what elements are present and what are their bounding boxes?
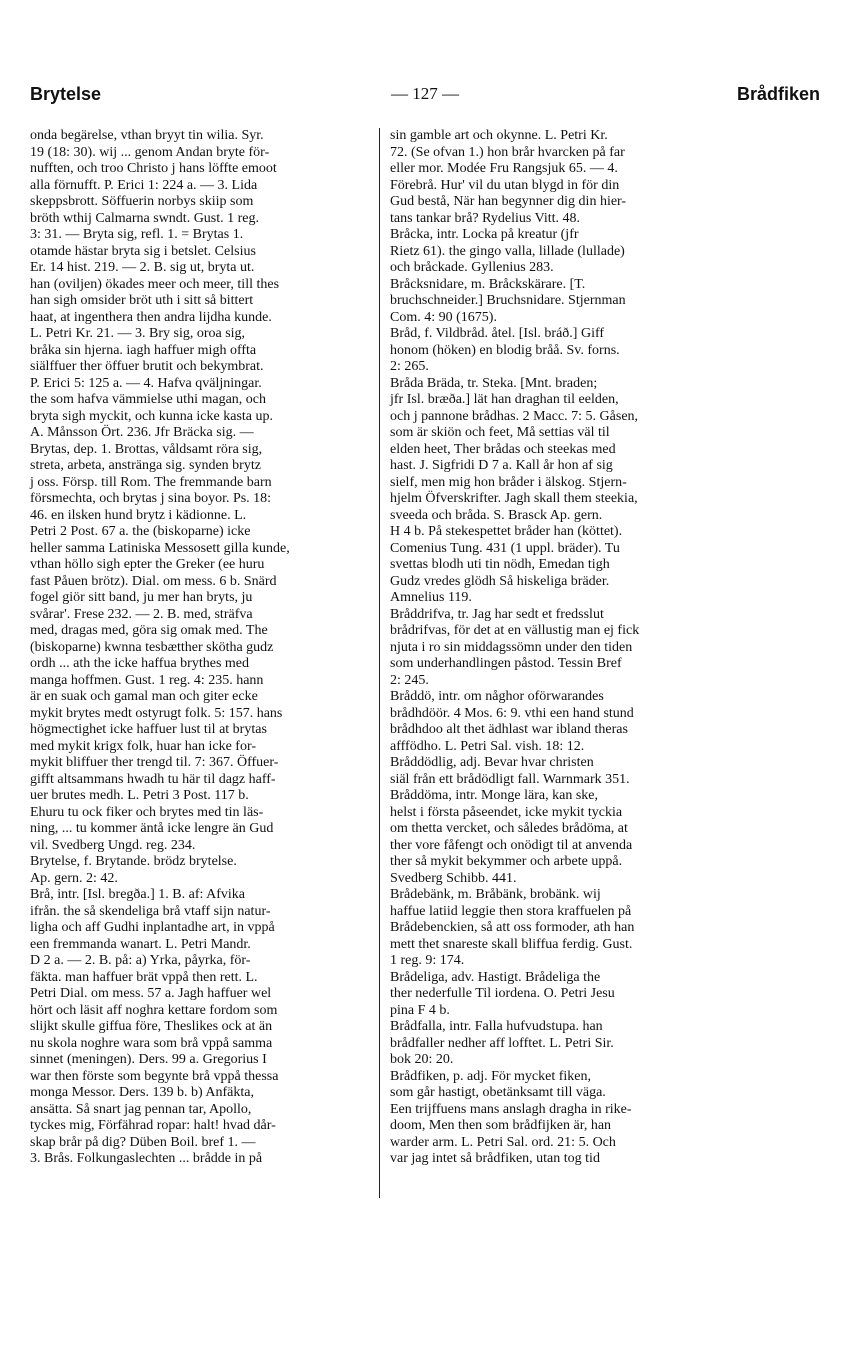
right-column [390,128,750,1168]
text-line: hast. J. Sigfridi D 7 a. Kall år hon af sig [390,458,613,473]
text-line: afffödho. L. Petri Sal. vish. 18: 12. [390,738,585,754]
text-line: och bråckade. Gyllenius 283. [390,260,554,275]
text-line: Bråcksnidare, m. Bråckskärare. [T. [390,276,586,292]
text-line: Com. 4: 90 (1675). [390,309,497,325]
text-line: A. Månsson Ört. 236. Jfr Bräcka sig. — [30,425,254,440]
text-line: Gud bestå, När han begynner dig din hier- [390,194,627,209]
text-line: som underhandlingen påstod. Tessin Bref [390,656,622,671]
text-line: Brå, intr. [Isl. bregða.] 1. B. af: Afvika [30,887,246,902]
text-line: een fremmanda wanart. L. Petri Mandr. [30,936,251,952]
text-line: sveeda och bråda. S. Brasck Ap. gern. [390,507,603,523]
text-line: honom (höken) en blodig bråå. Sv. forns. [390,342,620,358]
text-line: som är skiön och feet, Må settias väl til [390,425,610,440]
text-line: Ehuru tu ock fiker och brytes med tin läs- [30,804,264,820]
text-line: ther så mykit bekymmer och arbete uppå. [390,854,623,869]
text-line: nu skola noghre wara som brå vppå samma [30,1035,273,1051]
text-line: Bråddö, intr. om någhor oförwarandes [390,689,604,704]
text-line: är en suak och gamal man och giter ecke [30,689,258,704]
text-line: manga hoffmen. Gust. 1 reg. 4: 235. hann [30,672,264,688]
text-line: Bråd, f. Vildbråd. åtel. [Isl. bráð.] Giff [390,326,605,341]
text-line: alla förnufft. P. Erici 1: 224 a. — 3. Lida [30,177,258,193]
text-line: Rietz 61). the gingo valla, lillade (lullade) [390,243,625,259]
text-line: brådrifvas, för det at en vällustig man ej fick [390,623,640,638]
text-line: Petri Dial. om mess. 57 a. Jagh haffuer wel [30,986,272,1001]
text-line: 1 reg. 9: 174. [390,953,465,968]
text-line: nufften, och troo Christo j hans löffte emoot [30,161,277,176]
left-column [30,128,370,1168]
text-line: Brådfiken, p. adj. För mycket fiken, [390,1068,592,1084]
text-line: 72. (Se ofvan 1.) hon brår hvarcken på far [390,144,625,160]
text-line: doom, Men then som brådfijken är, han [390,1118,612,1133]
text-line: Gudz vredes glödh Så hiskeliga bräder. [390,573,610,589]
column-divider [379,128,380,1198]
text-line: Bråda Bräda, tr. Steka. [Mnt. braden; [390,375,598,391]
text-line: Brådebenckien, så att oss formoder, ath han [390,920,635,935]
text-line: onda begärelse, vthan bryyt tin wilia. Syr. [30,128,264,143]
text-line: haat, at ingenthera then andra lijdha kunde. [30,309,272,325]
text-line: j oss. Försp. till Rom. The fremmande barn [30,474,272,490]
text-line: ligha och aff Gudhi inplantadhe art, in vppå [30,920,275,935]
text-line: pina F 4 b. [390,1002,450,1018]
text-line: han sigh omsider bröt uth i sitt så bittert [30,293,254,308]
text-line: mett thet snareste skall bliffua ferdig. Gust. [390,936,633,952]
text-line: ansätta. Så snart jag pennan tar, Apollo, [30,1101,252,1117]
text-line: 2: 265. [390,359,429,374]
text-line: Brådfalla, intr. Falla hufvudstupa. han [390,1019,603,1034]
text-line: Petri 2 Post. 67 a. the (biskoparne) icke [30,524,251,539]
text-line: 3. Brås. Folkungaslechten ... brådde in på [30,1151,263,1166]
text-line: monga Messor. Ders. 139 b. b) Anfäkta, [30,1085,254,1100]
text-line: vthan höllo sigh epter the Greker (ee huru [30,557,265,572]
page-number: — 127 — [391,84,459,103]
text-line: mykit bliffuer ther trengd til. 7: 367. Öffuer- [30,755,279,770]
text-line: siälffuer ther öffuer brutit och bekymbrat. [30,359,264,374]
text-line: fast Påuen brötz). Dial. om mess. 6 b. Snärd [30,573,277,589]
text-line: brådfaller nedher aff lofftet. L. Petri Sir. [390,1035,614,1051]
text-line: var jag intet så brådfiken, utan tog tid [390,1151,600,1166]
text-line: Bråddöma, intr. Monge lära, kan ske, [390,788,599,803]
text-line: ther vore fåfengt och onödigt til at anvenda [390,837,633,853]
text-line: Brytelse, f. Brytande. brödz brytelse. [30,854,237,869]
text-line: jfr Isl. bræða.] lät han draghan til eelden, [390,392,619,407]
page-header [30,84,820,108]
text-line: 2: 245. [390,672,429,688]
text-line: Brådebänk, m. Bråbänk, brobänk. wij [390,887,601,902]
text-line: som går hastigt, obetänksamt till väga. [390,1085,606,1100]
text-line: hört och läsit aff noghra kettare fordom som [30,1002,278,1018]
text-line: Förebrå. Hur' vil du utan blygd in för din [390,177,620,193]
text-line: warder arm. L. Petri Sal. ord. 21: 5. Och [390,1134,616,1150]
text-line: Brytas, dep. 1. Brottas, våldsamt röra sig, [30,441,263,457]
text-line: D 2 a. — 2. B. på: a) Yrka, påyrka, för- [30,953,251,968]
text-line: brådhdöör. 4 Mos. 6: 9. vthi een hand stund [390,705,634,721]
text-line: Brådeliga, adv. Hastigt. Brådeliga the [390,969,601,985]
text-line: hjelm Öfverskrifter. Jagh skall them steekia, [390,491,638,506]
text-line: skeppsbrott. Söffuerin norbys skiip som [30,194,254,209]
text-line: med, dragas med, göra sig omak med. The [30,623,268,638]
text-line: sinnet (meningen). Ders. 99 a. Gregorius I [30,1052,267,1067]
running-head-right: Brådfiken [736,84,820,104]
text-line: försmechta, och brytas j sina boyor. Ps. 18: [30,491,272,506]
text-line: 46. en ilsken hund brytz i kädionne. L. [30,507,247,523]
text-line: siäl från ett brådödligt fall. Warnmark 351. [390,771,630,787]
text-line: Een trijffuens mans anslagh dragha in rike- [390,1101,632,1117]
text-line: han (oviljen) ökades meer och meer, till thes [30,276,280,292]
text-line: fäkta. man haffuer brät vppå then rett. L. [30,969,258,985]
text-line: the som hafva vämmielse uthi magan, och [30,392,266,407]
text-line: svårar'. Frese 232. — 2. B. med, sträfva [30,606,253,622]
text-line: war then förste som begynte brå vppå thessa [30,1068,279,1084]
text-line: med mykit krigx folk, huar han icke for- [30,738,256,754]
text-line: Amnelius 119. [390,590,472,605]
text-line: haffue latiid leggie then stora kraffuelen på [390,903,632,919]
text-line: sielf, men mig hon bråder i älskog. Stjern- [390,474,627,490]
text-line: (biskoparne) kwnna tesbætther skötha gudz [30,639,274,655]
text-line: fogel giör sitt band, ju mer han bryts, ju [30,590,253,605]
text-line: P. Erici 5: 125 a. — 4. Hafva qväljningar. [30,375,262,391]
text-line: svettas blodh uti tin nödh, Emedan tigh [390,557,610,572]
text-line: mykit brytes medt ostyrugt folk. 5: 157. hans [30,705,283,721]
text-line: Er. 14 hist. 219. — 2. B. sig ut, bryta ut. [30,260,255,275]
text-line: Comenius Tung. 431 (1 uppl. bräder). Tu [390,540,620,556]
text-line: Svedberg Schibb. 441. [390,870,517,886]
text-line: ordh ... ath the icke haffua brythes med [30,656,250,671]
text-line: Bråddrifva, tr. Jag har sedt et fredsslut [390,606,604,622]
text-line: tyckes mig, Förfährad ropar: halt! hvad dår- [30,1118,276,1133]
text-line: streta, arbeta, anstränga sig. synden brytz [30,458,261,473]
text-line: ifrån. the så skendeliga brå vtaff sijn natur- [30,903,271,919]
text-line: ning, ... tu kommer äntå icke lengre än Gud [30,821,274,836]
text-line: eller mor. Modée Fru Rangsjuk 65. — 4. [390,161,618,176]
text-line: Ap. gern. 2: 42. [30,870,118,886]
text-line: tans tankar brå? Rydelius Vitt. 48. [390,210,581,226]
text-line: slijkt skulle giffua före, Theslikes ock at än [30,1019,273,1034]
running-head-left: Brytelse [30,84,102,104]
text-line: 19 (18: 30). wij ... genom Andan bryte för- [30,144,270,160]
text-line: bruchschneider.] Bruchsnidare. Stjernman [390,293,626,308]
text-line: brådhdoo alt thet ädhlast war ibland theras [390,722,628,737]
text-line: vil. Svedberg Ungd. reg. 234. [30,837,196,853]
text-line: elden heet, Ther brådas och steekas med [390,441,616,457]
text-line: ther nederfulle Til iordena. O. Petri Jesu [390,986,615,1001]
text-line: helst i första påseendet, icke mykit tyckia [390,804,623,820]
text-line: L. Petri Kr. 21. — 3. Bry sig, oroa sig, [30,326,246,341]
text-line: H 4 b. På stekespettet bråder han (köttet). [390,524,623,539]
text-line: bröth wthij Calmarna swndt. Gust. 1 reg. [30,210,260,226]
text-line: bråka sin hjerna. iagh haffuer migh offta [30,342,257,358]
text-line: bryta sigh myckit, och kunna icke kasta up. [30,408,273,424]
text-line: heller samma Latiniska Messosett gilla kunde, [30,540,290,556]
text-line: och j pannone brådhas. 2 Macc. 7: 5. Gåsen, [390,408,639,424]
text-line: gifft altsammans hwadh tu här til dagz haff- [30,771,276,787]
text-line: högmectighet icke haffuer lust til at brytas [30,722,267,737]
text-line: skap brår på dig? Düben Boil. bref 1. — [30,1134,256,1150]
text-line: sin gamble art och okynne. L. Petri Kr. [390,128,608,143]
text-line: Bråddödlig, adj. Bevar hvar christen [390,755,594,770]
text-line: om thetta vercket, och således brådöma, at [390,821,628,836]
text-line: Bråcka, intr. Locka på kreatur (jfr [390,227,579,242]
text-line: 3: 31. — Bryta sig, refl. 1. = Brytas 1. [30,227,244,242]
text-line: bok 20: 20. [390,1052,454,1067]
text-line: otamde hästar bryta sig i betslet. Celsius [30,243,256,259]
text-line: uer brutes medh. L. Petri 3 Post. 117 b. [30,788,249,803]
text-line: njuta i ro sin middagssömn under den tiden [390,639,633,655]
